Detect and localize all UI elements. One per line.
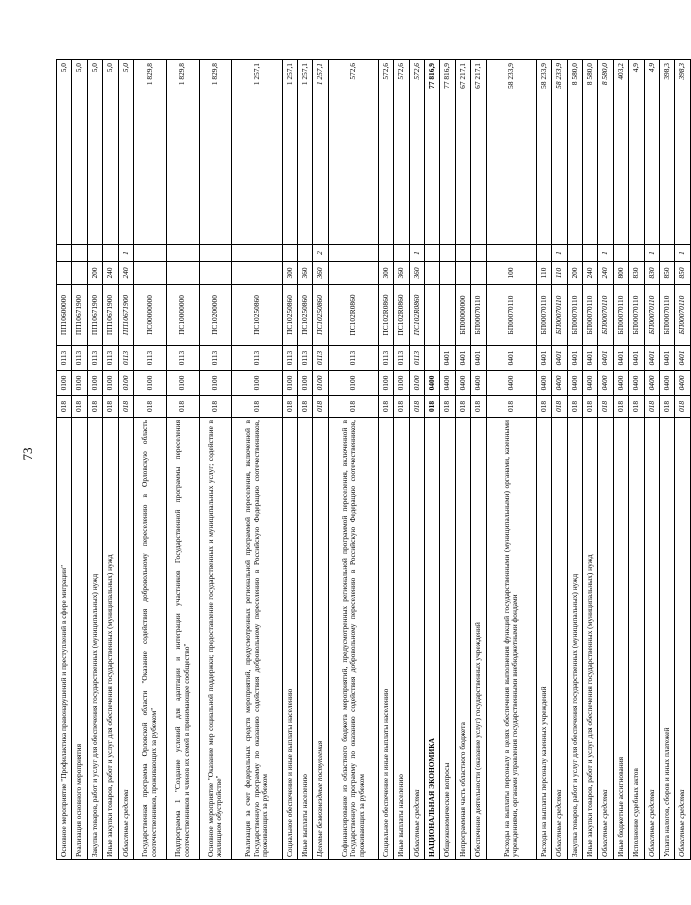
page-number-container [8, 444, 48, 464]
section-code-cell: 0400 [598, 371, 613, 396]
expense-type-cell [471, 262, 486, 285]
table-row [57, 60, 72, 860]
admin-code-cell: 018 [486, 396, 536, 418]
admin-code-cell: 018 [613, 396, 628, 418]
subsection-code-cell: 0113 [57, 346, 72, 371]
section-code-cell: 0400 [425, 371, 440, 396]
admin-code-cell: 018 [644, 396, 659, 418]
source-marker-cell [166, 245, 199, 262]
subsection-code-cell: 0401 [536, 346, 551, 371]
amount-cell: 1 829,8 [133, 60, 166, 245]
admin-code-cell: 018 [297, 396, 312, 418]
expense-type-cell: 830 [629, 262, 644, 285]
row-name-cell: Областные средства [552, 418, 567, 860]
row-name-cell: Социальное обеспечение и иные выплаты населению [378, 418, 393, 860]
source-marker-cell [582, 245, 597, 262]
amount-cell: 1 829,8 [199, 60, 232, 245]
source-marker-cell [297, 245, 312, 262]
source-marker-cell: 1 [552, 245, 567, 262]
source-marker-cell [57, 245, 72, 262]
row-name-cell: Расходы на выплаты персоналу в целях обеспечения выполнения функций государственными (муниципальными) органами, казенными учреждениями, органами управления государственными внебюджетными фондами [486, 418, 536, 860]
target-article-cell: ПП10671900 [103, 285, 118, 346]
subsection-code-cell: 0401 [552, 346, 567, 371]
budget-table-body [57, 60, 691, 860]
row-name-cell: Подпрограмма 1 "Создание условий для адаптации и интеграции участников Государственной программы переселения соотечественников и членов их семей в принимающее сообщество" [166, 418, 199, 860]
source-marker-cell: 2 [313, 245, 328, 262]
admin-code-cell: 018 [567, 396, 582, 418]
expense-type-cell [328, 262, 378, 285]
subsection-code-cell: 0113 [87, 346, 102, 371]
target-article-cell: ПС102R0860 [378, 285, 393, 346]
section-code-cell: 0400 [486, 371, 536, 396]
target-article-cell: БП00070110 [644, 285, 659, 346]
expense-type-cell: 240 [118, 262, 133, 285]
expense-type-cell [57, 262, 72, 285]
expense-type-cell [133, 262, 166, 285]
expense-type-cell: 830 [644, 262, 659, 285]
source-marker-cell: 1 [598, 245, 613, 262]
target-article-cell: БП00070110 [486, 285, 536, 346]
table-row [455, 60, 470, 860]
section-code-cell: 0100 [57, 371, 72, 396]
row-name-cell: Реализация основного мероприятия [72, 418, 87, 860]
section-code-cell: 0400 [455, 371, 470, 396]
section-code-cell: 0100 [378, 371, 393, 396]
amount-cell: 1 257,1 [282, 60, 297, 245]
section-code-cell: 0400 [613, 371, 628, 396]
subsection-code-cell: 0113 [328, 346, 378, 371]
source-marker-cell [629, 245, 644, 262]
subsection-code-cell: 0401 [675, 346, 690, 371]
target-article-cell: ПС10250860 [313, 285, 328, 346]
row-name-cell: Основное мероприятие "Профилактика правонарушений и преступлений в сфере миграции" [57, 418, 72, 860]
subsection-code-cell: 0113 [409, 346, 424, 371]
target-article-cell: БП00070110 [659, 285, 674, 346]
table-row [199, 60, 232, 860]
section-code-cell: 0400 [552, 371, 567, 396]
target-article-cell: БП00070110 [536, 285, 551, 346]
amount-cell: 4,9 [644, 60, 659, 245]
expense-type-cell: 850 [659, 262, 674, 285]
target-article-cell: БП00070110 [582, 285, 597, 346]
target-article-cell: БП00070110 [613, 285, 628, 346]
table-row [425, 60, 440, 860]
section-code-cell: 0400 [440, 371, 455, 396]
source-marker-cell [72, 245, 87, 262]
target-article-cell: ПП10671900 [118, 285, 133, 346]
amount-cell: 77 816,9 [425, 60, 440, 245]
source-marker-cell [471, 245, 486, 262]
admin-code-cell: 018 [87, 396, 102, 418]
rotated-table-frame [56, 60, 687, 860]
subsection-code-cell: 0113 [282, 346, 297, 371]
target-article-cell: ПС102R0860 [409, 285, 424, 346]
admin-code-cell: 018 [118, 396, 133, 418]
source-marker-cell [455, 245, 470, 262]
amount-cell: 5,0 [87, 60, 102, 245]
row-name-cell: Областные средства [598, 418, 613, 860]
section-code-cell: 0400 [536, 371, 551, 396]
source-marker-cell [536, 245, 551, 262]
admin-code-cell: 018 [72, 396, 87, 418]
amount-cell: 8 580,0 [582, 60, 597, 245]
amount-cell: 5,0 [72, 60, 87, 245]
expense-type-cell: 360 [313, 262, 328, 285]
row-name-cell: Государственная программа Орловской области "Оказание содействия добровольному переселению в Орловскую область соотечественников, проживающих за рубежом" [133, 418, 166, 860]
admin-code-cell: 018 [378, 396, 393, 418]
target-article-cell: БП00070110 [675, 285, 690, 346]
row-name-cell: Иные выплаты населению [394, 418, 409, 860]
subsection-code-cell: 0113 [394, 346, 409, 371]
subsection-code-cell: 0401 [613, 346, 628, 371]
row-name-cell: Основное мероприятие "Оказание мер социальной поддержки; предоставление государственных и муниципальных услуг; содействие в жилищном обустройстве" [199, 418, 232, 860]
row-name-cell: Областные средства [409, 418, 424, 860]
expense-type-cell: 360 [394, 262, 409, 285]
expense-type-cell: 200 [87, 262, 102, 285]
subsection-code-cell: 0113 [118, 346, 133, 371]
admin-code-cell: 018 [103, 396, 118, 418]
table-row [598, 60, 613, 860]
row-name-cell: Расходы на выплаты персоналу казенных учреждений [536, 418, 551, 860]
section-code-cell: 0400 [471, 371, 486, 396]
row-name-cell: Иные выплаты населению [297, 418, 312, 860]
admin-code-cell: 018 [57, 396, 72, 418]
amount-cell: 8 580,0 [567, 60, 582, 245]
subsection-code-cell: 0401 [567, 346, 582, 371]
expense-type-cell: 300 [282, 262, 297, 285]
table-row [394, 60, 409, 860]
table-row [313, 60, 328, 860]
expense-type-cell: 100 [486, 262, 536, 285]
table-row [644, 60, 659, 860]
table-row [166, 60, 199, 860]
table-row [659, 60, 674, 860]
amount-cell: 67 217,1 [471, 60, 486, 245]
subsection-code-cell: 0401 [471, 346, 486, 371]
amount-cell: 572,6 [409, 60, 424, 245]
target-article-cell: ПП10671900 [87, 285, 102, 346]
source-marker-cell [87, 245, 102, 262]
subsection-code-cell: 0401 [629, 346, 644, 371]
source-marker-cell [486, 245, 536, 262]
section-code-cell: 0100 [166, 371, 199, 396]
amount-cell: 1 257,1 [297, 60, 312, 245]
amount-cell: 58 233,9 [486, 60, 536, 245]
admin-code-cell: 018 [675, 396, 690, 418]
subsection-code-cell: 0401 [440, 346, 455, 371]
source-marker-cell [425, 245, 440, 262]
row-name-cell: Непрограммная часть областного бюджета [455, 418, 470, 860]
table-row [536, 60, 551, 860]
expense-type-cell: 200 [567, 262, 582, 285]
expense-type-cell [425, 262, 440, 285]
expense-type-cell: 240 [582, 262, 597, 285]
section-code-cell: 0400 [629, 371, 644, 396]
source-marker-cell [232, 245, 282, 262]
expense-type-cell [199, 262, 232, 285]
budget-table [56, 59, 691, 860]
expense-type-cell [166, 262, 199, 285]
section-code-cell: 0100 [328, 371, 378, 396]
target-article-cell: ПС10250860 [232, 285, 282, 346]
admin-code-cell: 018 [232, 396, 282, 418]
table-row [409, 60, 424, 860]
amount-cell: 572,6 [328, 60, 378, 245]
amount-cell: 5,0 [118, 60, 133, 245]
admin-code-cell: 018 [582, 396, 597, 418]
expense-type-cell [232, 262, 282, 285]
row-name-cell: Иные закупки товаров, работ и услуг для обеспечения государственных (муниципальных) нужд [582, 418, 597, 860]
source-marker-cell: 1 [118, 245, 133, 262]
section-code-cell: 0100 [394, 371, 409, 396]
row-name-cell: Реализация за счет федеральных средств мероприятий, предусмотренных региональной программой переселения, включенной в Государственную программу по оказанию содействия добровольному переселению в Российскую Федерацию соотечественников, проживающих за рубежом [232, 418, 282, 860]
expense-type-cell: 360 [297, 262, 312, 285]
admin-code-cell: 018 [409, 396, 424, 418]
admin-code-cell: 018 [328, 396, 378, 418]
target-article-cell: ПП10671900 [72, 285, 87, 346]
admin-code-cell: 018 [552, 396, 567, 418]
admin-code-cell: 018 [598, 396, 613, 418]
table-row [87, 60, 102, 860]
target-article-cell: ПС10200000 [199, 285, 232, 346]
target-article-cell: ПС00000000 [133, 285, 166, 346]
table-row [72, 60, 87, 860]
expense-type-cell [455, 262, 470, 285]
table-row [629, 60, 644, 860]
admin-code-cell: 018 [166, 396, 199, 418]
amount-cell: 4,9 [629, 60, 644, 245]
table-row [552, 60, 567, 860]
subsection-code-cell: 0401 [644, 346, 659, 371]
subsection-code-cell: 0113 [199, 346, 232, 371]
section-code-cell: 0100 [297, 371, 312, 396]
amount-cell: 58 233,9 [552, 60, 567, 245]
amount-cell: 398,3 [659, 60, 674, 245]
section-code-cell: 0100 [313, 371, 328, 396]
target-article-cell [440, 285, 455, 346]
amount-cell: 398,3 [675, 60, 690, 245]
target-article-cell: БП00070110 [598, 285, 613, 346]
subsection-code-cell: 0401 [582, 346, 597, 371]
amount-cell: 5,0 [57, 60, 72, 245]
expense-type-cell: 110 [536, 262, 551, 285]
subsection-code-cell: 0113 [232, 346, 282, 371]
target-article-cell: БП00070110 [471, 285, 486, 346]
expense-type-cell: 240 [598, 262, 613, 285]
row-name-cell: Уплата налогов, сборов и иных платежей [659, 418, 674, 860]
row-name-cell: Областные средства [644, 418, 659, 860]
target-article-cell: БП00070110 [629, 285, 644, 346]
target-article-cell: ПП10600000 [57, 285, 72, 346]
subsection-code-cell: 0113 [72, 346, 87, 371]
subsection-code-cell: 0113 [133, 346, 166, 371]
table-row [567, 60, 582, 860]
table-row [582, 60, 597, 860]
table-row [133, 60, 166, 860]
row-name-cell: НАЦИОНАЛЬНАЯ ЭКОНОМИКА [425, 418, 440, 860]
subsection-code-cell: 0401 [598, 346, 613, 371]
amount-cell: 1 257,1 [313, 60, 328, 245]
table-row [297, 60, 312, 860]
section-code-cell: 0100 [409, 371, 424, 396]
admin-code-cell: 018 [425, 396, 440, 418]
source-marker-cell [613, 245, 628, 262]
amount-cell: 5,0 [103, 60, 118, 245]
source-marker-cell [378, 245, 393, 262]
target-article-cell: ПС10250860 [282, 285, 297, 346]
target-article-cell [425, 285, 440, 346]
source-marker-cell [328, 245, 378, 262]
amount-cell: 8 580,0 [598, 60, 613, 245]
subsection-code-cell: 0113 [313, 346, 328, 371]
table-row [118, 60, 133, 860]
table-row [440, 60, 455, 860]
source-marker-cell: 1 [409, 245, 424, 262]
source-marker-cell [282, 245, 297, 262]
target-article-cell: ПС10000000 [166, 285, 199, 346]
table-row [282, 60, 297, 860]
table-row [675, 60, 690, 860]
row-name-cell: Целевые безвозмездные поступления [313, 418, 328, 860]
subsection-code-cell: 0113 [166, 346, 199, 371]
section-code-cell: 0100 [103, 371, 118, 396]
expense-type-cell: 240 [103, 262, 118, 285]
admin-code-cell: 018 [536, 396, 551, 418]
source-marker-cell [394, 245, 409, 262]
subsection-code-cell [425, 346, 440, 371]
source-marker-cell [440, 245, 455, 262]
row-name-cell: Закупка товаров, работ и услуг для обеспечения государственных (муниципальных) нужд [567, 418, 582, 860]
amount-cell: 58 233,9 [536, 60, 551, 245]
subsection-code-cell: 0401 [659, 346, 674, 371]
admin-code-cell: 018 [629, 396, 644, 418]
subsection-code-cell: 0401 [455, 346, 470, 371]
target-article-cell: БП00070110 [567, 285, 582, 346]
subsection-code-cell: 0113 [378, 346, 393, 371]
section-code-cell: 0400 [659, 371, 674, 396]
table-row [486, 60, 536, 860]
expense-type-cell [440, 262, 455, 285]
admin-code-cell: 018 [659, 396, 674, 418]
subsection-code-cell: 0401 [486, 346, 536, 371]
amount-cell: 67 217,1 [455, 60, 470, 245]
expense-type-cell: 800 [613, 262, 628, 285]
section-code-cell: 0100 [87, 371, 102, 396]
source-marker-cell [133, 245, 166, 262]
expense-type-cell: 850 [675, 262, 690, 285]
table-row [103, 60, 118, 860]
section-code-cell: 0100 [118, 371, 133, 396]
section-code-cell: 0100 [199, 371, 232, 396]
admin-code-cell: 018 [282, 396, 297, 418]
target-article-cell: ПС102R0860 [394, 285, 409, 346]
row-name-cell: Исполнение судебных актов [629, 418, 644, 860]
row-name-cell: Областные средства [118, 418, 133, 860]
row-name-cell: Иные закупки товаров, работ и услуг для обеспечения государственных (муниципальных) нужд [103, 418, 118, 860]
table-row [613, 60, 628, 860]
section-code-cell: 0400 [675, 371, 690, 396]
source-marker-cell: 1 [644, 245, 659, 262]
subsection-code-cell: 0113 [297, 346, 312, 371]
budget-table-container [56, 60, 687, 860]
admin-code-cell: 018 [455, 396, 470, 418]
row-name-cell: Софинансирование из областного бюджета мероприятий, предусмотренных региональной программой переселения, включенной в Государственную программу по оказанию содействия добровольному переселению в Российскую Федерацию соотечественников, проживающих за рубежом [328, 418, 378, 860]
row-name-cell: Обеспечение деятельности (оказание услуг) государственных учреждений [471, 418, 486, 860]
table-row [232, 60, 282, 860]
source-marker-cell [567, 245, 582, 262]
amount-cell: 1 829,8 [166, 60, 199, 245]
amount-cell: 1 257,1 [232, 60, 282, 245]
source-marker-cell [103, 245, 118, 262]
source-marker-cell: 1 [675, 245, 690, 262]
admin-code-cell: 018 [471, 396, 486, 418]
table-row [328, 60, 378, 860]
subsection-code-cell: 0113 [103, 346, 118, 371]
section-code-cell: 0400 [582, 371, 597, 396]
target-article-cell: БП00070110 [552, 285, 567, 346]
expense-type-cell: 360 [409, 262, 424, 285]
row-name-cell: Общеэкономические вопросы [440, 418, 455, 860]
section-code-cell: 0100 [232, 371, 282, 396]
expense-type-cell: 300 [378, 262, 393, 285]
amount-cell: 572,6 [394, 60, 409, 245]
target-article-cell: БП00000000 [455, 285, 470, 346]
admin-code-cell: 018 [394, 396, 409, 418]
admin-code-cell: 018 [133, 396, 166, 418]
table-row [378, 60, 393, 860]
target-article-cell: ПС10250860 [297, 285, 312, 346]
page-number: 73 [20, 447, 35, 461]
row-name-cell: Закупка товаров, работ и услуг для обеспечения государственных (муниципальных) нужд [87, 418, 102, 860]
row-name-cell: Социальное обеспечение и иные выплаты населению [282, 418, 297, 860]
section-code-cell: 0400 [644, 371, 659, 396]
row-name-cell: Иные бюджетные ассигнования [613, 418, 628, 860]
amount-cell: 403,2 [613, 60, 628, 245]
section-code-cell: 0100 [72, 371, 87, 396]
section-code-cell: 0400 [567, 371, 582, 396]
source-marker-cell [199, 245, 232, 262]
section-code-cell: 0100 [282, 371, 297, 396]
source-marker-cell [659, 245, 674, 262]
admin-code-cell: 018 [440, 396, 455, 418]
admin-code-cell: 018 [313, 396, 328, 418]
table-row [471, 60, 486, 860]
target-article-cell: ПС102R0860 [328, 285, 378, 346]
section-code-cell: 0100 [133, 371, 166, 396]
row-name-cell: Областные средства [675, 418, 690, 860]
amount-cell: 572,6 [378, 60, 393, 245]
expense-type-cell: 110 [552, 262, 567, 285]
expense-type-cell [72, 262, 87, 285]
admin-code-cell: 018 [199, 396, 232, 418]
amount-cell: 77 816,9 [440, 60, 455, 245]
